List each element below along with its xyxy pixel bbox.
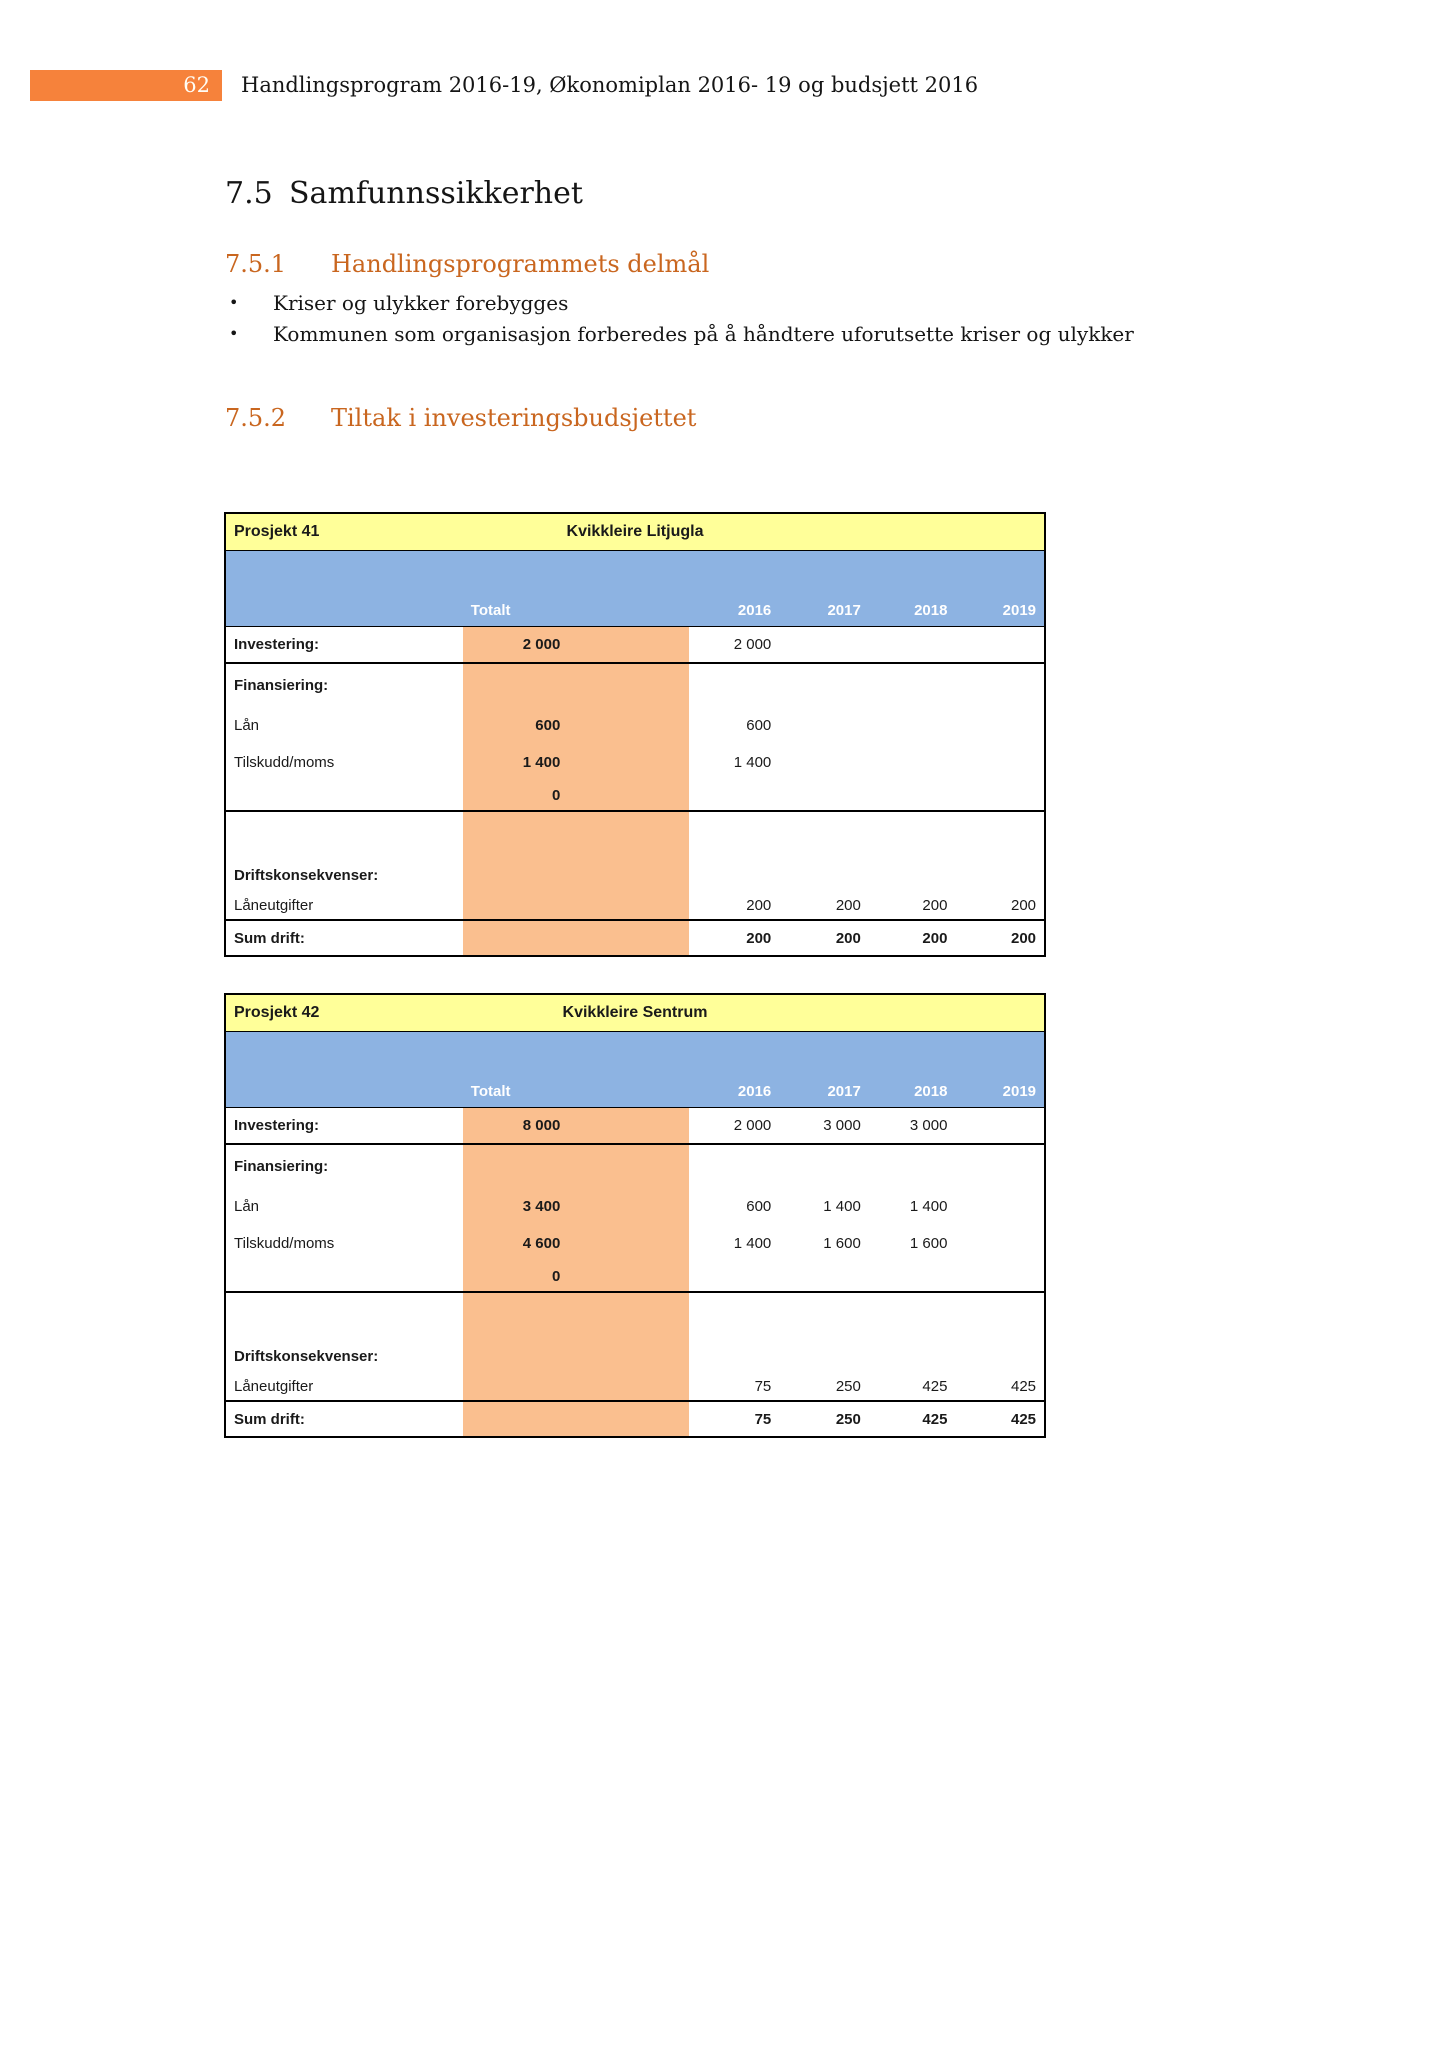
bullet-item: [229, 318, 1134, 349]
row-label: Sum drift:: [234, 1410, 305, 1428]
table-header-row: [226, 1032, 1044, 1108]
cell-totalt: 3 400: [463, 1188, 571, 1225]
cell-2018: 3 000: [909, 1117, 948, 1134]
cell-2019: 200: [1010, 929, 1037, 947]
cell-2017: 3 000: [823, 1117, 861, 1134]
subsection-number: 7.5.2: [225, 404, 287, 432]
cell-totalt: 0: [463, 781, 571, 810]
cell-totalt: 8 000: [463, 1108, 571, 1143]
cell-2016: 2 000: [733, 636, 772, 653]
bullet-icon: •: [229, 293, 239, 312]
column-header-2016: 2016: [737, 602, 772, 619]
table-row-laneutgifter: [226, 892, 1044, 921]
cell-2017: 1 400: [823, 1198, 861, 1215]
bullet-text: Kriser og ulykker forebygges: [273, 290, 569, 315]
cell-totalt: 4 600: [463, 1225, 571, 1262]
cell-totalt: 1 400: [463, 744, 571, 781]
cell-2016: 200: [746, 929, 772, 947]
table-title-row: [226, 514, 1044, 551]
table-row-gap: [226, 812, 1044, 859]
cell-2019: 425: [1010, 1378, 1037, 1395]
row-label: Lån: [234, 1198, 260, 1215]
cell-2017: 1 600: [823, 1235, 861, 1252]
subsection-title: Tiltak i investeringsbudsjettet: [331, 404, 697, 432]
cell-totalt: [463, 664, 571, 707]
cell-2019: [955, 744, 1044, 781]
cell-2017: [779, 627, 869, 662]
cell-spacer: [570, 744, 688, 781]
cell-2017: [779, 707, 869, 744]
subsection-number: 7.5.1: [225, 250, 287, 278]
cell-2016: 2 000: [733, 1117, 772, 1134]
row-label: Driftskonsekvenser:: [234, 1348, 379, 1365]
row-label: Finansiering:: [234, 677, 329, 694]
row-label: Investering:: [234, 1117, 320, 1134]
section-heading: [225, 176, 583, 211]
cell-2016: 75: [754, 1378, 772, 1395]
column-header-2017: 2017: [827, 1083, 861, 1100]
header-spacer: [570, 1032, 688, 1107]
column-header-2019: 2019: [1002, 602, 1037, 619]
cell-2016: 600: [746, 1198, 772, 1215]
subsection-title: Handlingsprogrammets delmål: [331, 250, 710, 278]
subsection-heading-delmal: [225, 250, 709, 278]
table-header-row: [226, 551, 1044, 627]
table-row-sumdrift: [226, 1402, 1044, 1436]
cell-2016: 1 400: [733, 754, 772, 771]
cell-2016: 1 400: [733, 1235, 772, 1252]
column-header-totalt: Totalt: [470, 1083, 511, 1100]
table-row-lan: [226, 1188, 1044, 1225]
column-header-totalt: Totalt: [470, 602, 511, 619]
cell-spacer: [570, 1262, 688, 1291]
table-row-finansiering: [226, 1145, 1044, 1188]
cell-spacer: [570, 781, 688, 810]
bullet-item: [229, 287, 1134, 318]
column-header-2017: 2017: [827, 602, 861, 619]
header-spacer: [226, 551, 463, 626]
column-header-2019: 2019: [1002, 1083, 1037, 1100]
table-row-tilskudd: [226, 1225, 1044, 1262]
cell-totalt: 600: [463, 707, 571, 744]
cell-2017: 250: [835, 1410, 861, 1428]
cell-spacer: [570, 664, 688, 707]
cell-spacer: [570, 707, 688, 744]
cell-2016: 600: [746, 717, 772, 734]
column-header-2018: 2018: [914, 1083, 948, 1100]
cell-2019: [955, 1225, 1044, 1262]
cell-spacer: [570, 1188, 688, 1225]
table-row-sumdrift: [226, 921, 1044, 955]
cell-2017: 200: [835, 897, 861, 914]
row-label: Investering:: [234, 636, 320, 653]
subsection-heading-tiltak: [225, 404, 696, 432]
table-row-investering: [226, 627, 1044, 664]
bullet-text: Kommunen som organisasjon forberedes på å håndtere uforutsette kriser og ulykker: [273, 321, 1134, 346]
section-title: Samfunnssikkerhet: [289, 176, 583, 211]
row-label: Lån: [234, 717, 260, 734]
cell-2016: 75: [754, 1410, 772, 1428]
column-header-2016: 2016: [737, 1083, 772, 1100]
cell-spacer: [570, 627, 688, 662]
section-number: 7.5: [225, 176, 273, 211]
row-label: Tilskudd/moms: [234, 754, 335, 771]
header-spacer: [226, 1032, 463, 1107]
cell-2019: 425: [1010, 1410, 1037, 1428]
table-row-tilskudd: [226, 744, 1044, 781]
cell-2017: 200: [835, 929, 861, 947]
cell-spacer: [570, 1225, 688, 1262]
cell-2018: 200: [922, 897, 948, 914]
cell-totalt: 2 000: [463, 627, 571, 662]
cell-2018: 425: [922, 1410, 948, 1428]
cell-2017: [779, 744, 869, 781]
document-header-title: Handlingsprogram 2016-19, Økonomiplan 2016- 19 og budsjett 2016: [241, 73, 979, 97]
project-table-41: [224, 512, 1046, 957]
cell-2017: 250: [835, 1378, 861, 1395]
cell-2016: 200: [746, 897, 772, 914]
project-title: Kvikkleire Sentrum: [562, 1004, 708, 1021]
bullet-list: [229, 287, 1134, 349]
table-title-row: [226, 995, 1044, 1032]
cell-2019: [955, 1188, 1044, 1225]
cell-2019: [955, 707, 1044, 744]
row-label: Sum drift:: [234, 929, 305, 947]
table-row-laneutgifter: [226, 1373, 1044, 1402]
table-row-driftskonsekvenser: [226, 1340, 1044, 1373]
project-title: Kvikkleire Litjugla: [566, 523, 704, 540]
row-label: Driftskonsekvenser:: [234, 867, 379, 884]
cell-2018: 1 400: [909, 1198, 948, 1215]
row-label: Låneutgifter: [234, 897, 314, 914]
row-label: Finansiering:: [234, 1158, 329, 1175]
table-row-rest: [226, 1262, 1044, 1293]
table-row-finansiering: [226, 664, 1044, 707]
cell-2018: [869, 627, 956, 662]
project-number: Prosjekt 42: [234, 1004, 320, 1021]
cell-2019: [955, 627, 1044, 662]
project-table-42: [224, 993, 1046, 1438]
page-number-badge: 62: [30, 70, 222, 101]
cell-2018: 200: [922, 929, 948, 947]
table-row-driftskonsekvenser: [226, 859, 1044, 892]
header-spacer: [570, 551, 688, 626]
project-number: Prosjekt 41: [234, 523, 320, 540]
table-row-investering: [226, 1108, 1044, 1145]
cell-totalt: 0: [463, 1262, 571, 1291]
bullet-icon: •: [229, 324, 239, 343]
cell-2018: 425: [922, 1378, 948, 1395]
row-label: Låneutgifter: [234, 1378, 314, 1395]
row-label: Tilskudd/moms: [234, 1235, 335, 1252]
table-row-lan: [226, 707, 1044, 744]
cell-2018: 1 600: [909, 1235, 948, 1252]
column-header-2018: 2018: [914, 602, 948, 619]
table-row-rest: [226, 781, 1044, 812]
cell-2019: [955, 1108, 1044, 1143]
cell-2018: [869, 744, 956, 781]
table-row-gap: [226, 1293, 1044, 1340]
cell-spacer: [570, 1108, 688, 1143]
cell-2018: [869, 707, 956, 744]
cell-2019: 200: [1010, 897, 1037, 914]
